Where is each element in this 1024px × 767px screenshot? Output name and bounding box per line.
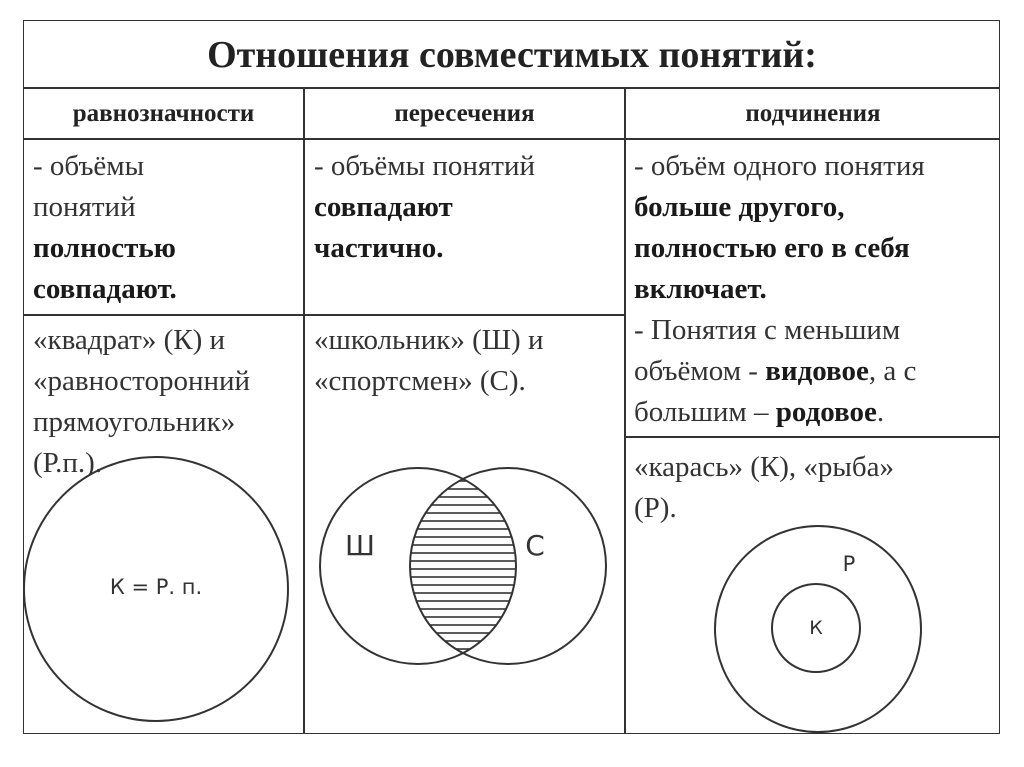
- definition-line: включает.: [634, 273, 767, 305]
- definition-line: совпадают: [314, 191, 453, 223]
- definition-line: объёмом - видовое, а с: [634, 355, 917, 387]
- definition-line: - объёмы: [33, 150, 145, 182]
- definition-line: полностью его в себя: [634, 232, 910, 264]
- definition-line: - объёмы понятий: [314, 150, 535, 182]
- definition-line: совпадают.: [33, 273, 177, 305]
- label-crucian: К: [809, 617, 823, 639]
- example-line: (Р).: [634, 492, 677, 524]
- example-line: «равносторонний: [33, 365, 251, 397]
- label-fish: Р: [842, 552, 856, 576]
- definition-line: больше другого,: [634, 191, 845, 223]
- example-line: «квадрат» (К) и: [33, 324, 225, 356]
- definition-line: понятий: [33, 191, 136, 223]
- definition-line: большим – родовое.: [634, 396, 885, 428]
- label-schoolboy: Ш: [345, 529, 375, 562]
- page-title: Отношения совместимых понятий:: [207, 34, 817, 76]
- column-header-intersection: пересечения: [394, 100, 535, 127]
- example-line: «спортсмен» (С).: [314, 365, 526, 397]
- example-line: прямоугольник»: [33, 406, 236, 438]
- definition-line: - Понятия с меньшим: [634, 314, 901, 346]
- label-sportsman: С: [525, 529, 545, 562]
- definition-line: частично.: [314, 232, 444, 264]
- definition-line: - объём одного понятия: [634, 150, 925, 182]
- example-line: «карась» (К), «рыба»: [634, 451, 895, 483]
- equivalence-label: К = Р. п.: [109, 575, 203, 599]
- example-line: «школьник» (Ш) и: [314, 324, 544, 356]
- column-header-equivalence: равнозначности: [72, 100, 255, 127]
- column-header-subordination: подчинения: [745, 100, 881, 127]
- example-line: (Р.п.).: [33, 447, 103, 479]
- definition-line: полностью: [33, 232, 176, 264]
